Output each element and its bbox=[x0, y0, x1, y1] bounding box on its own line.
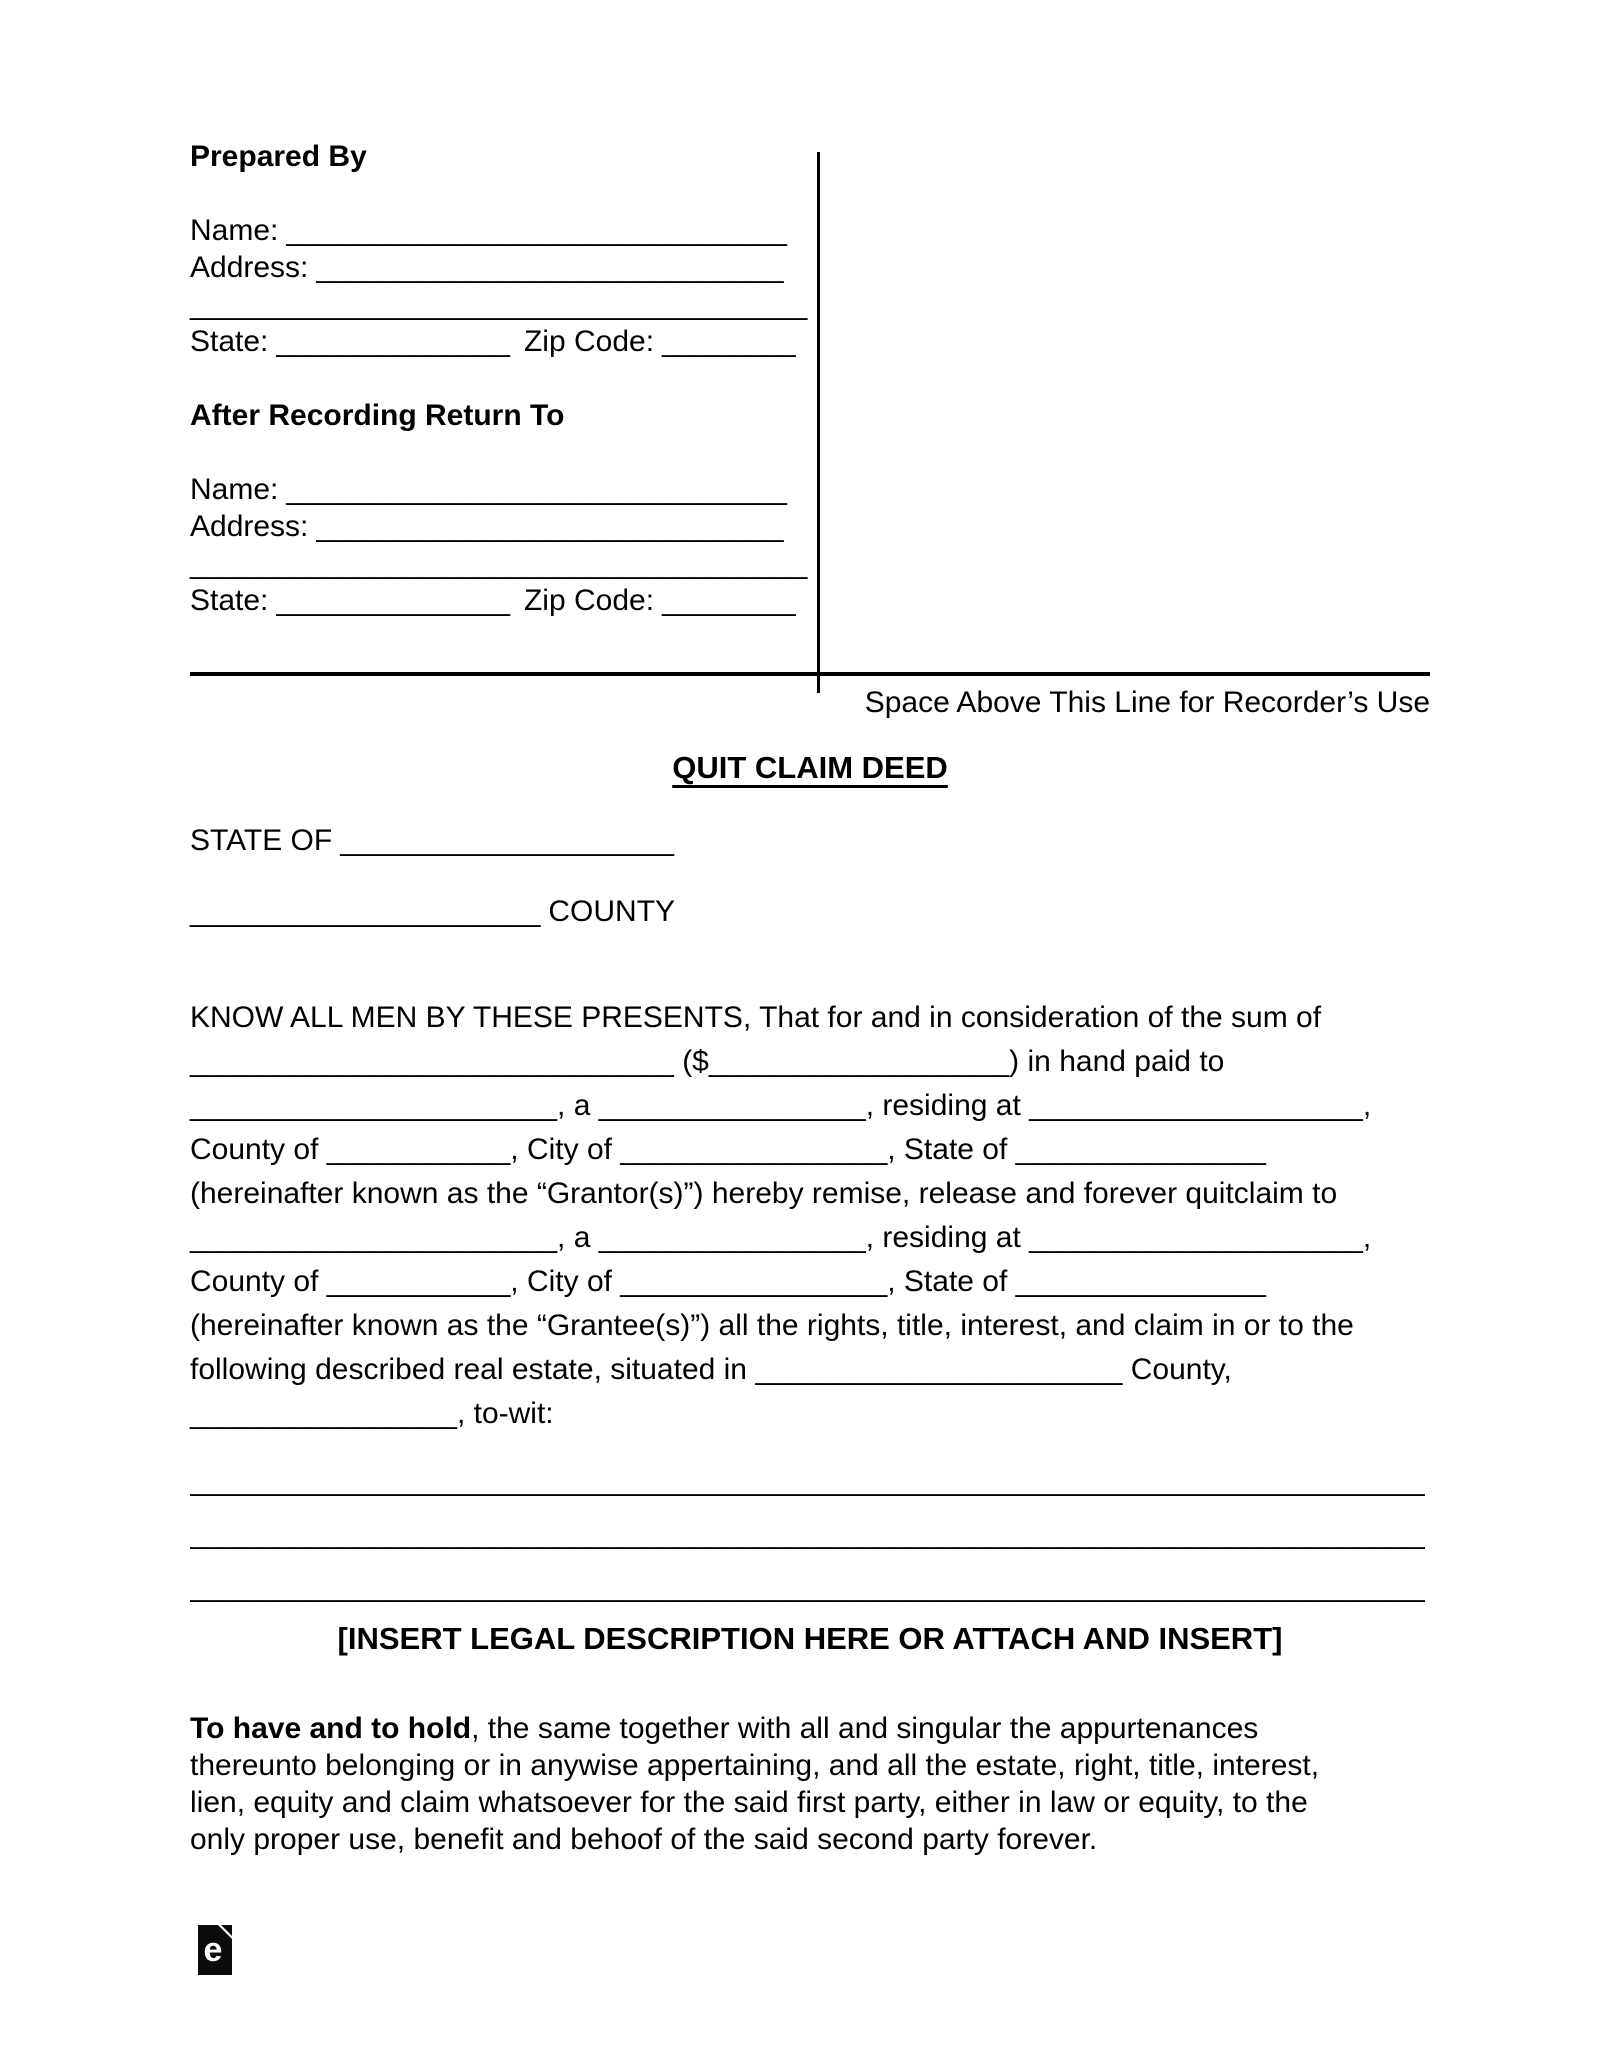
legal-description-blank-line: __________________________________________________________________________ bbox=[190, 1517, 1425, 1550]
prepared-by-address-blank: ____________________________ bbox=[316, 251, 784, 284]
granting-clause-line: (hereinafter known as the “Grantor(s)”) hereby remise, release and forever quitclaim to bbox=[190, 1177, 1338, 1210]
granting-clause-line: _____________________________ ($__________________) in hand paid to bbox=[190, 1045, 1225, 1078]
prepared-by-address-overflow-line bbox=[190, 286, 830, 323]
county-blank: _____________________ bbox=[190, 895, 541, 928]
prepared-by-heading: Prepared By bbox=[190, 140, 367, 173]
prepared-by-name-label: Name: bbox=[190, 214, 279, 247]
county-label: COUNTY bbox=[548, 895, 676, 928]
return-to-heading: After Recording Return To bbox=[190, 399, 565, 432]
recorder-header-block bbox=[190, 138, 830, 619]
return-to-address-line bbox=[190, 508, 830, 545]
granting-clause-line: County of ___________, City of ________________, State of _______________ bbox=[190, 1265, 1266, 1298]
granting-clause-paragraph bbox=[190, 996, 1450, 1436]
habendum-line: thereunto belonging or in anywise appertaining, and all the estate, right, title, interest, bbox=[190, 1749, 1320, 1782]
return-to-state-label: State: bbox=[190, 584, 269, 617]
return-to-address-label: Address: bbox=[190, 510, 309, 543]
prepared-by-address-line bbox=[190, 249, 830, 286]
prepared-by-name-line bbox=[190, 212, 830, 249]
prepared-by-state-label: State: bbox=[190, 325, 269, 358]
habendum-line bbox=[190, 1710, 1450, 1747]
granting-clause-line: County of ___________, City of ________________, State of _______________ bbox=[190, 1133, 1266, 1166]
recorder-horizontal-rule bbox=[190, 672, 1430, 676]
prepared-by-state-zip-line bbox=[190, 323, 830, 360]
granting-clause-line: ________________, to-wit: bbox=[190, 1397, 554, 1430]
recorder-vertical-divider bbox=[817, 152, 820, 693]
recorder-use-caption: Space Above This Line for Recorder’s Use bbox=[864, 686, 1430, 719]
legal-description-blank-line: __________________________________________________________________________ bbox=[190, 1570, 1425, 1603]
return-to-address-blank: ____________________________ bbox=[316, 510, 784, 543]
prepared-by-address-label: Address: bbox=[190, 251, 309, 284]
return-to-name-blank: ______________________________ bbox=[286, 473, 787, 506]
return-to-address-overflow-line bbox=[190, 545, 830, 582]
habendum-line: lien, equity and claim whatsoever for the said first party, either in law or equity, to the bbox=[190, 1786, 1308, 1819]
state-of-line bbox=[190, 822, 674, 859]
legal-description-blank-lines bbox=[190, 1454, 1430, 1613]
prepared-by-state-blank: ______________ bbox=[276, 325, 510, 358]
return-to-state-zip-line bbox=[190, 582, 830, 619]
return-to-zip-label: Zip Code: bbox=[523, 584, 655, 617]
return-to-state-blank: ______________ bbox=[276, 584, 510, 617]
prepared-by-name-blank: ______________________________ bbox=[286, 214, 787, 247]
granting-clause-line: following described real estate, situated in ______________________ County, bbox=[190, 1353, 1232, 1386]
document-title-row bbox=[190, 748, 1430, 789]
state-of-label: STATE OF bbox=[190, 824, 333, 857]
prepared-by-address-overflow-blank: _____________________________________ bbox=[190, 288, 808, 321]
legal-description-blank-line: __________________________________________________________________________ bbox=[190, 1464, 1425, 1497]
eforms-logo bbox=[198, 1925, 232, 1975]
granting-clause-line: (hereinafter known as the “Grantee(s)”) all the rights, title, interest, and claim in or to the bbox=[190, 1309, 1354, 1342]
prepared-by-zip-label: Zip Code: bbox=[523, 325, 655, 358]
return-to-zip-blank: ________ bbox=[662, 584, 796, 617]
habendum-line: only proper use, benefit and behoof of the said second party forever. bbox=[190, 1823, 1098, 1856]
habendum-lead: To have and to hold bbox=[190, 1712, 472, 1745]
logo-letter: e bbox=[203, 1931, 223, 1969]
return-to-name-line bbox=[190, 471, 830, 508]
granting-clause-line: ______________________, a ________________, residing at ____________________, bbox=[190, 1221, 1372, 1254]
legal-description-insert-note: [INSERT LEGAL DESCRIPTION HERE OR ATTACH AND INSERT] bbox=[337, 1621, 1283, 1656]
prepared-by-zip-blank: ________ bbox=[662, 325, 796, 358]
state-of-blank: ____________________ bbox=[340, 824, 674, 857]
document-page-icon bbox=[198, 1925, 232, 1975]
return-to-name-label: Name: bbox=[190, 473, 279, 506]
habendum-line1-rest: , the same together with all and singular the appurtenances bbox=[471, 1712, 1259, 1745]
granting-clause-line: ______________________, a ________________, residing at ____________________, bbox=[190, 1089, 1372, 1122]
return-to-address-overflow-blank: _____________________________________ bbox=[190, 547, 808, 580]
habendum-paragraph bbox=[190, 1710, 1450, 1858]
granting-clause-line: KNOW ALL MEN BY THESE PRESENTS, That for and in consideration of the sum of bbox=[190, 1001, 1322, 1034]
county-line bbox=[190, 893, 675, 930]
document-title: QUIT CLAIM DEED bbox=[672, 750, 948, 785]
